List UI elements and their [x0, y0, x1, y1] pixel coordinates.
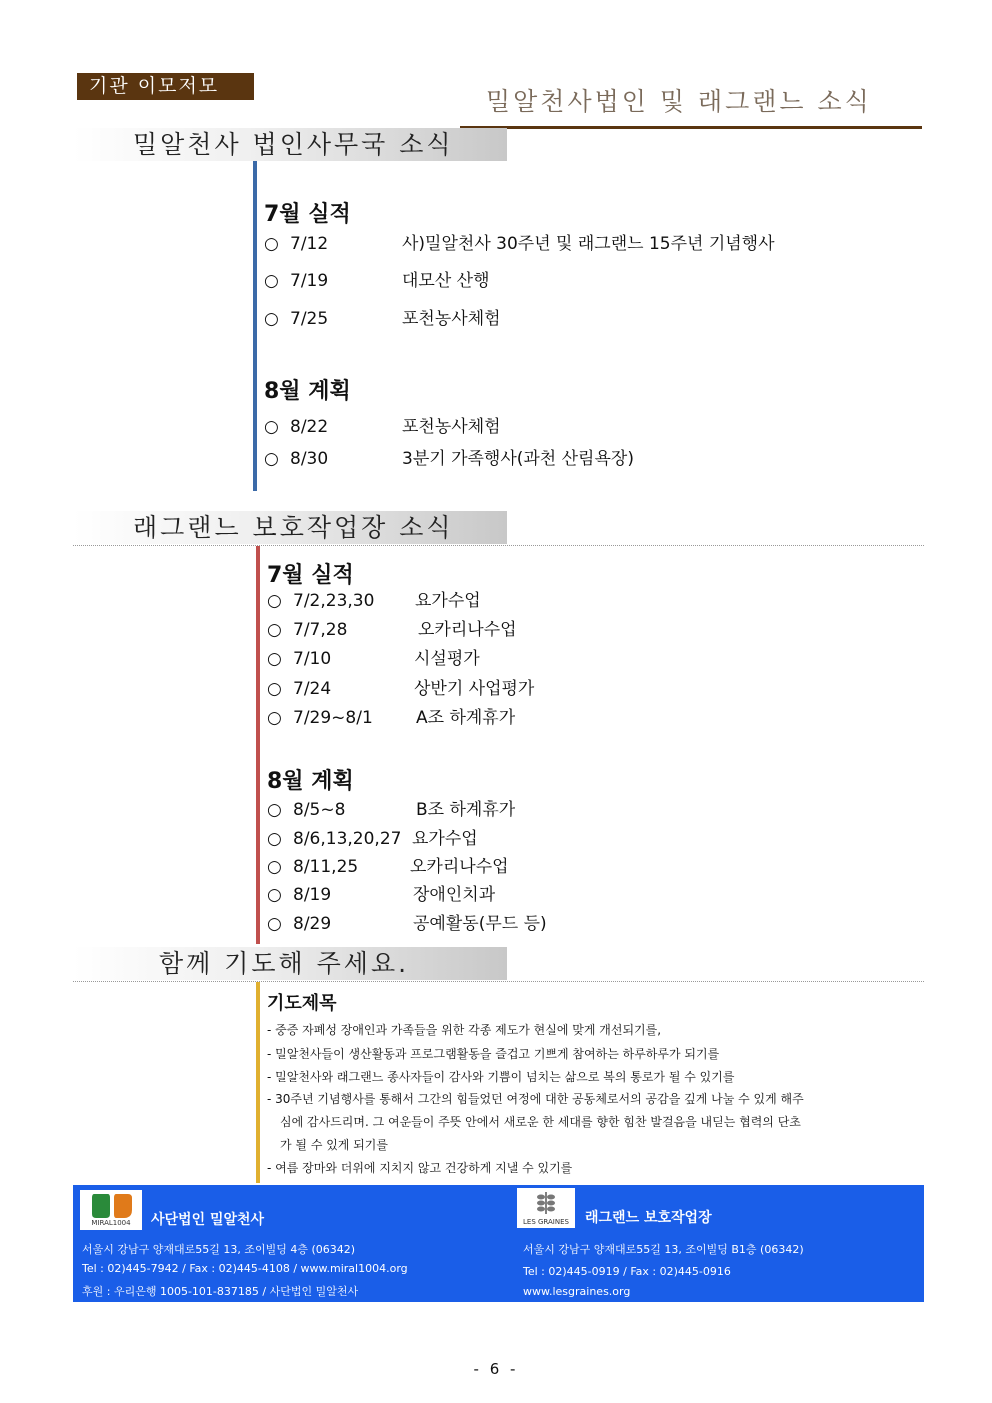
- page-title: 밀알천사법인 및 래그랜느 소식: [486, 87, 872, 116]
- prayer-line: - 30주년 기념행사를 통해서 그간의 힘들었던 여정에 대한 공동체로서의 공감을 깊게 나눌 수 있게 해주: [267, 1092, 804, 1106]
- circle-icon: ○: [267, 620, 282, 640]
- list-item: ○ 8/19 장애인치과: [267, 885, 496, 905]
- prayer-line: - 밀알천사와 래그랜느 종사자들이 감사와 기쁨이 넘치는 삶으로 복의 통로가 될 수 있기를: [267, 1070, 735, 1084]
- prayer-line: - 여름 장마와 더위에 지치지 않고 건강하게 지낼 수 있기를: [267, 1161, 573, 1175]
- address-right: 서울시 강남구 양재대로55길 13, 조이빌딩 B1층 (06342): [523, 1243, 804, 1256]
- divider: [73, 545, 924, 546]
- contact-right: Tel : 02)445-0919 / Fax : 02)445-0916: [523, 1265, 731, 1278]
- section-tag: 기관 이모저모: [77, 73, 254, 100]
- july-heading: 7월 실적: [267, 563, 354, 588]
- circle-icon: ○: [264, 417, 279, 437]
- list-item: ○ 7/29~8/1 A조 하계휴가: [267, 708, 516, 728]
- section-banner-workshop: 래그랜느 보호작업장 소식: [73, 511, 507, 544]
- org-name-right: 래그랜느 보호작업장: [585, 1210, 712, 1226]
- prayer-line: - 중증 자폐성 장애인과 가족들을 위한 각종 제도가 현실에 맞게 개선되기를,: [267, 1023, 662, 1037]
- section-banner-prayer: 함께 기도해 주세요.: [73, 947, 507, 980]
- list-item: ○ 8/30 3분기 가족행사(과천 산림욕장): [264, 449, 634, 469]
- header-rule: [460, 126, 922, 129]
- list-item: ○ 7/24 상반기 사업평가: [267, 679, 535, 699]
- august-heading: 8월 계획: [267, 769, 354, 794]
- circle-icon: ○: [267, 649, 282, 669]
- circle-icon: ○: [267, 857, 282, 877]
- website-right: www.lesgraines.org: [523, 1285, 631, 1298]
- lesgraines-logo-text: LES GRAINES: [523, 1218, 569, 1226]
- list-item: ○ 7/25 포천농사체험: [264, 309, 501, 329]
- prayer-title: 기도제목: [267, 993, 337, 1014]
- list-item: ○ 8/11,25 오카리나수업: [267, 857, 509, 877]
- circle-icon: ○: [264, 234, 279, 254]
- list-item: ○ 7/19 대모산 산행: [264, 271, 490, 291]
- circle-icon: ○: [264, 271, 279, 291]
- list-item: ○ 7/2,23,30 요가수업: [267, 591, 481, 611]
- list-item: ○ 8/29 공예활동(무드 등): [267, 914, 547, 934]
- section-banner-office: 밀알천사 법인사무국 소식: [73, 128, 507, 161]
- prayer-line: 가 될 수 있게 되기를: [280, 1138, 388, 1152]
- circle-icon: ○: [267, 708, 282, 728]
- lesgraines-logo: [517, 1188, 575, 1228]
- divider: [73, 981, 924, 982]
- list-item: ○ 7/7,28 오카리나수업: [267, 620, 517, 640]
- july-heading: 7월 실적: [264, 202, 351, 227]
- miral-logo: [80, 1190, 142, 1230]
- section-bar-red: [256, 546, 260, 944]
- list-item: ○ 7/12 사)밀알천사 30주년 및 래그랜느 15주년 기념행사: [264, 234, 775, 254]
- org-name-left: 사단법인 밀알천사: [151, 1212, 265, 1228]
- footer: [73, 1185, 924, 1302]
- circle-icon: ○: [264, 449, 279, 469]
- contact-left: Tel : 02)445-7942 / Fax : 02)445-4108 / www.miral1004.org: [82, 1262, 408, 1275]
- list-item: ○ 7/10 시설평가: [267, 649, 480, 669]
- circle-icon: ○: [267, 885, 282, 905]
- miral-logo-text: MIRAL1004: [91, 1219, 131, 1227]
- circle-icon: ○: [267, 829, 282, 849]
- circle-icon: ○: [267, 800, 282, 820]
- prayer-line: 심에 감사드리며. 그 여운들이 주뜻 안에서 새로운 한 세대를 향한 힘찬 발걸음을 내딛는 협력의 단초: [280, 1115, 801, 1129]
- page-number: - 6 -: [473, 1360, 519, 1378]
- circle-icon: ○: [264, 309, 279, 329]
- circle-icon: ○: [267, 679, 282, 699]
- circle-icon: ○: [267, 914, 282, 934]
- circle-icon: ○: [267, 591, 282, 611]
- list-item: ○ 8/5~8 B조 하계휴가: [267, 800, 516, 820]
- list-item: ○ 8/6,13,20,27 요가수업: [267, 829, 478, 849]
- account-left: 후원 : 우리은행 1005-101-837185 / 사단법인 밀알천사: [82, 1285, 359, 1298]
- section-bar-gold: [256, 982, 260, 1183]
- address-left: 서울시 강남구 양재대로55길 13, 조이빌딩 4층 (06342): [82, 1243, 356, 1256]
- prayer-line: - 밀알천사들이 생산활동과 프로그램활동을 즐겁고 기쁘게 참여하는 하루하루가 되기를: [267, 1047, 720, 1061]
- list-item: ○ 8/22 포천농사체험: [264, 417, 501, 437]
- section-bar-blue: [253, 161, 257, 491]
- august-heading: 8월 계획: [264, 379, 351, 404]
